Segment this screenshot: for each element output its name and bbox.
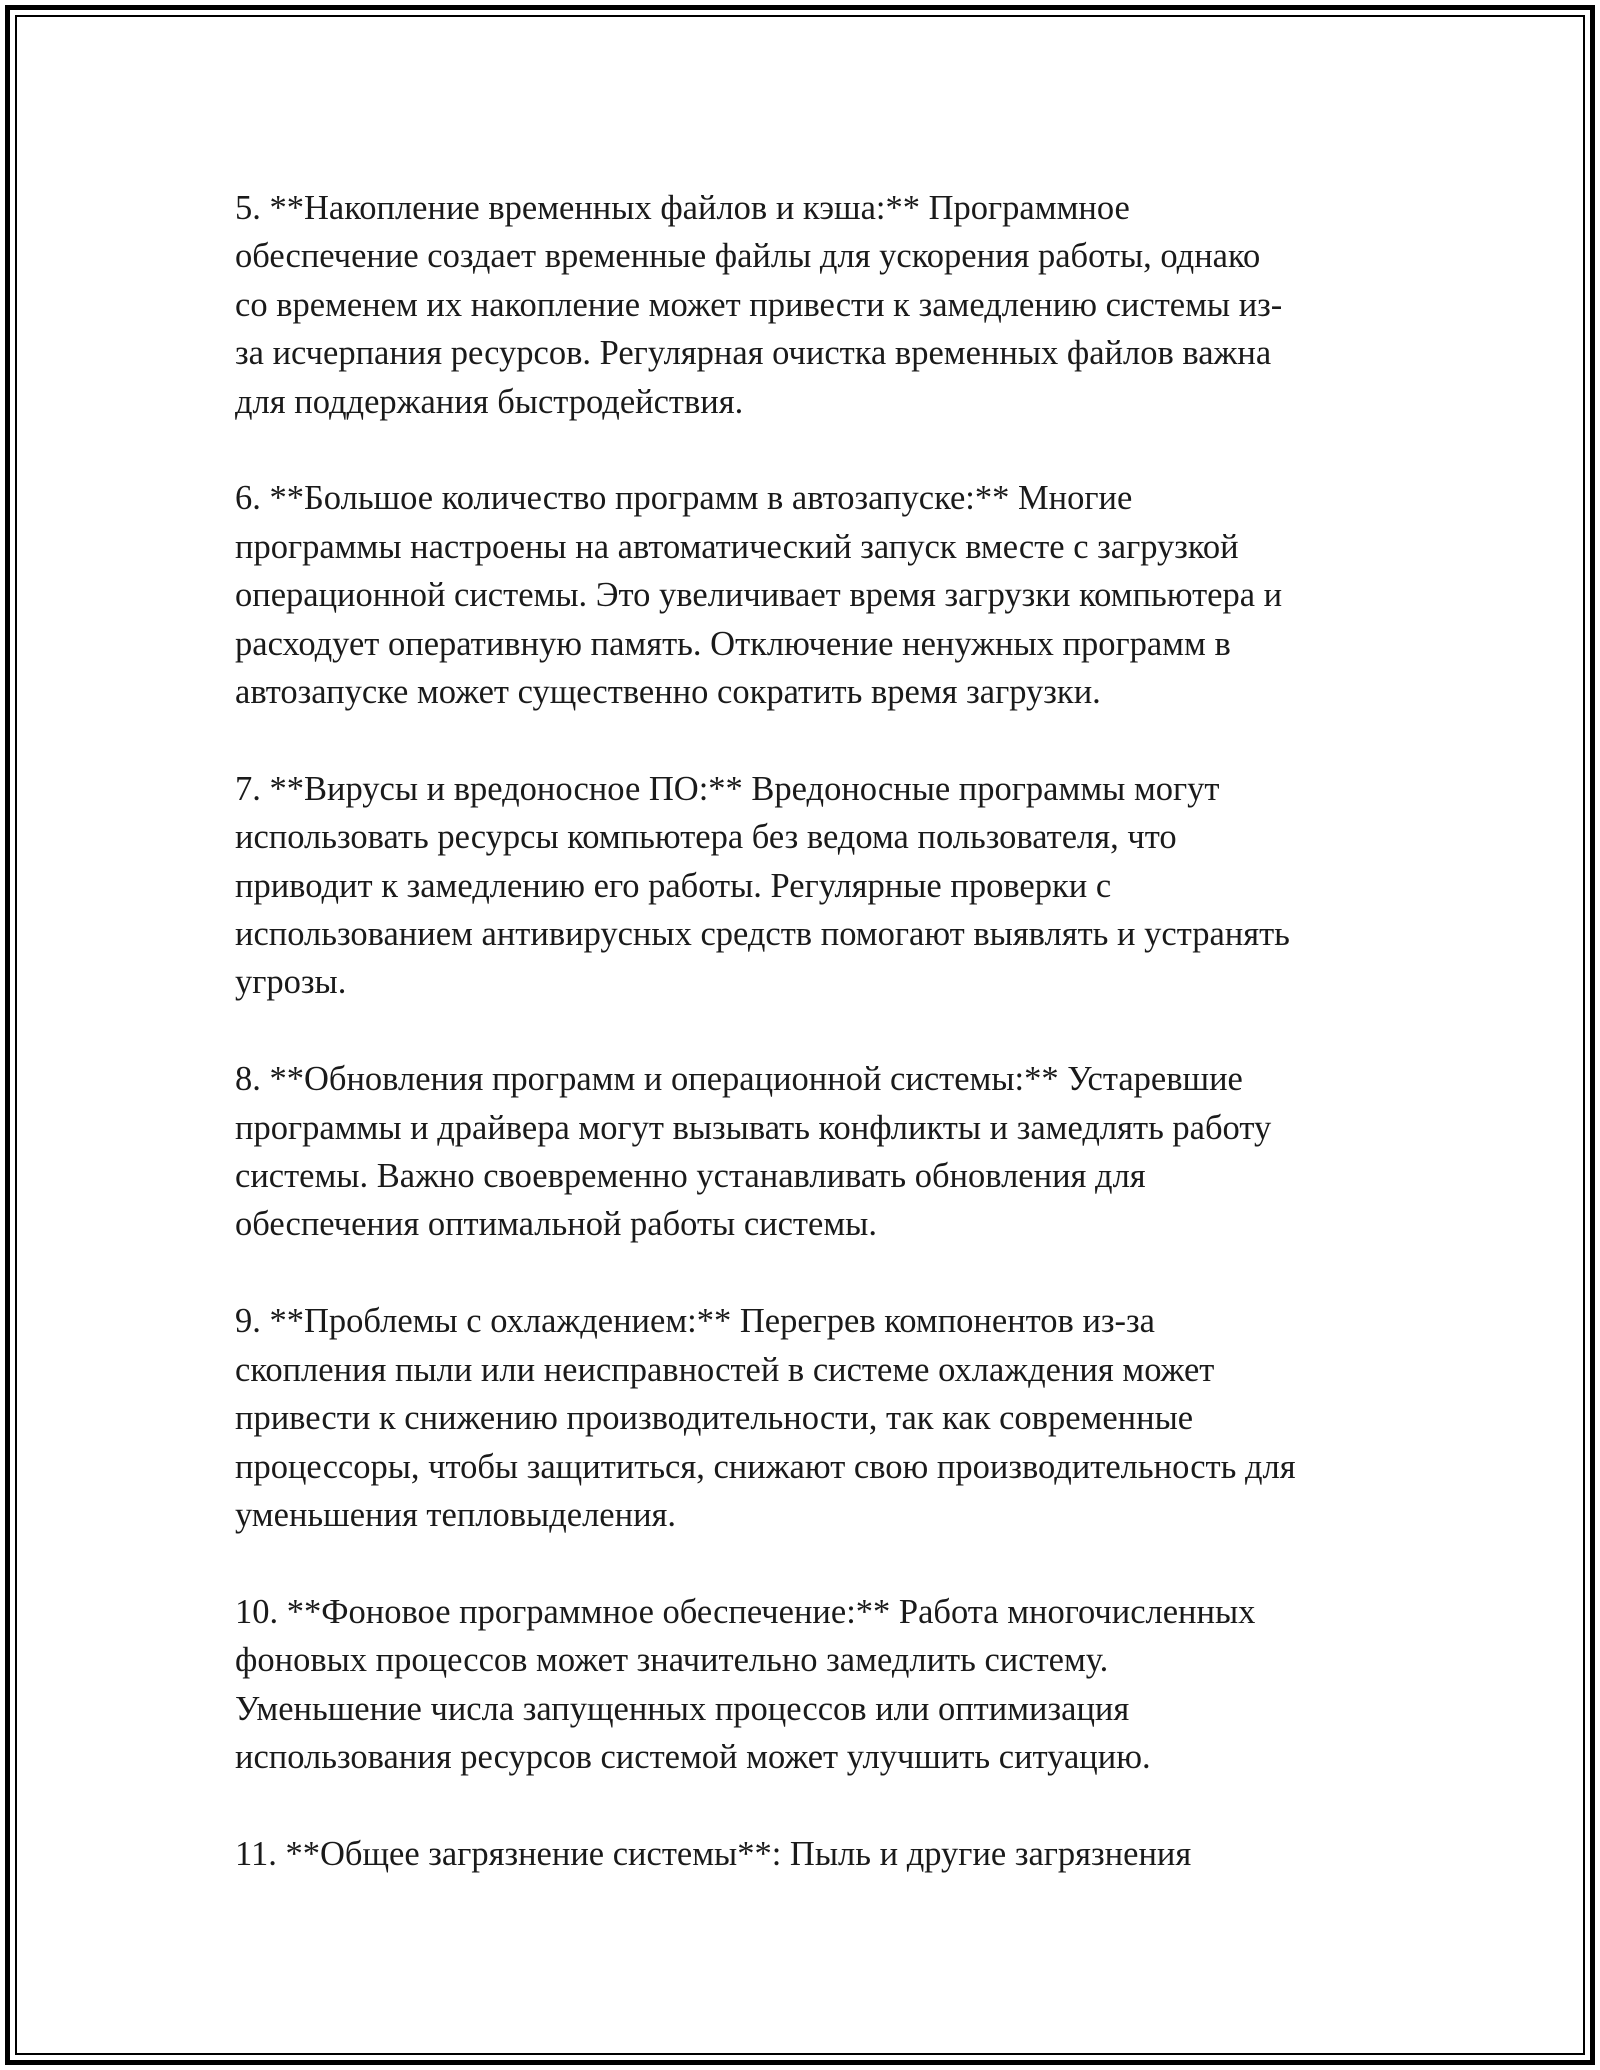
text-line: для поддержания быстродействия. [235, 382, 744, 421]
paragraph-item-11 [235, 1830, 1375, 1878]
document-body [235, 184, 1375, 1927]
text-line: 11. **Общее загрязнение системы**: Пыль и другие загрязнения [235, 1834, 1192, 1873]
text-line: 9. **Проблемы с охлаждением:** Перегрев компонентов из-за [235, 1302, 1155, 1341]
text-line: за исчерпания ресурсов. Регулярная очистка временных файлов важна [235, 334, 1272, 373]
text-line: фоновых процессов может значительно замедлить систему. [235, 1641, 1109, 1680]
paragraph-item-7 [235, 765, 1375, 1007]
text-line: программы настроены на автоматический запуск вместе с загрузкой [235, 527, 1239, 566]
text-line: 6. **Большое количество программ в автозапуске:** Многие [235, 479, 1133, 518]
text-line: 8. **Обновления программ и операционной системы:** Устаревшие [235, 1060, 1243, 1099]
text-line: автозапуске может существенно сократить время загрузки. [235, 673, 1101, 712]
text-line: угрозы. [235, 963, 347, 1002]
text-line: 5. **Накопление временных файлов и кэша:** Программное [235, 189, 1130, 227]
paragraph-item-8 [235, 1055, 1375, 1249]
text-line: программы и драйвера могут вызывать конфликты и замедлять работу [235, 1108, 1272, 1147]
text-line: операционной системы. Это увеличивает время загрузки компьютера и [235, 576, 1283, 615]
text-line: приводит к замедлению его работы. Регулярные проверки с [235, 866, 1112, 905]
text-line: процессоры, чтобы защититься, снижают свою производительность для [235, 1447, 1296, 1486]
text-line: скопления пыли или неисправностей в системе охлаждения может [235, 1350, 1215, 1389]
paragraph-item-10 [235, 1588, 1375, 1782]
text-line: 7. **Вирусы и вредоносное ПО:** Вредоносные программы могут [235, 769, 1220, 808]
text-line: со временем их накопление может привести к замедлению системы из- [235, 285, 1283, 324]
text-line: обеспечения оптимальной работы системы. [235, 1205, 877, 1244]
paragraph-item-9 [235, 1297, 1375, 1539]
text-line: уменьшения тепловыделения. [235, 1495, 677, 1534]
text-line: Уменьшение числа запущенных процессов или оптимизация [235, 1689, 1130, 1728]
text-line: системы. Важно своевременно устанавливать обновления для [235, 1157, 1146, 1196]
text-line: использовать ресурсы компьютера без ведома пользователя, что [235, 818, 1177, 857]
text-line: использованием антивирусных средств помогают выявлять и устранять [235, 915, 1290, 954]
text-line: обеспечение создает временные файлы для ускорения работы, однако [235, 237, 1261, 276]
text-line: использования ресурсов системой может улучшить ситуацию. [235, 1737, 1151, 1776]
text-line: расходует оперативную память. Отключение ненужных программ в [235, 624, 1231, 663]
paragraph-item-5 [235, 184, 1375, 426]
paragraph-item-6 [235, 474, 1375, 716]
text-line: привести к снижению производительности, так как современные [235, 1399, 1194, 1438]
text-line: 10. **Фоновое программное обеспечение:** Работа многочисленных [235, 1592, 1256, 1631]
